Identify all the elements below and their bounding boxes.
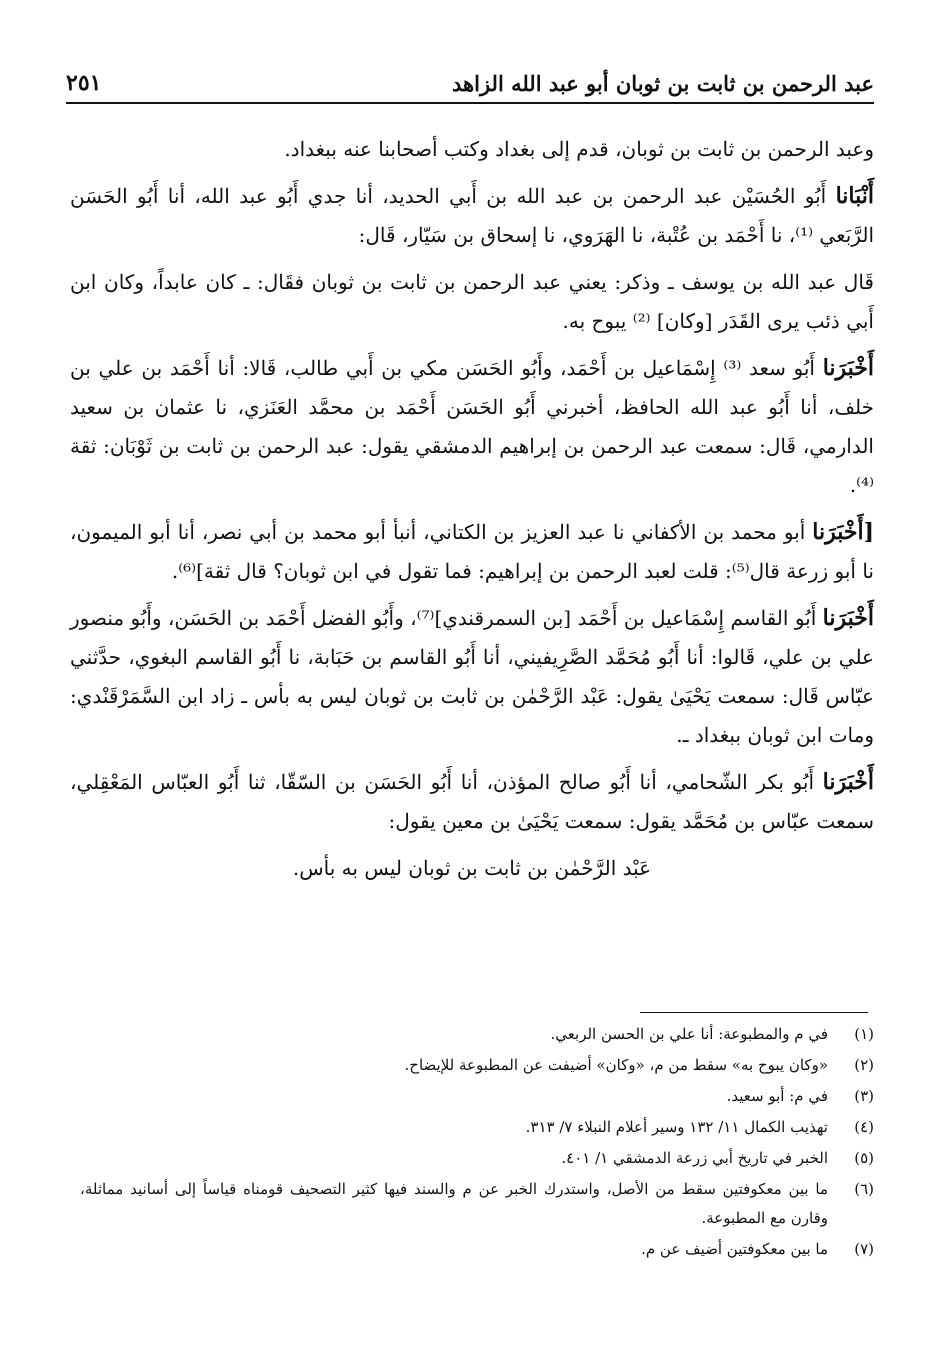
footnote-text: في م والمطبوعة: أنا علي بن الحسن الربعي. (550, 1025, 828, 1043)
paragraph-6 (70, 599, 874, 755)
paragraph-2-lead: أَنْبَانا (835, 183, 874, 209)
footnote-number: (٦) (854, 1180, 874, 1198)
main-text (70, 130, 874, 896)
paragraph-2 (70, 177, 874, 255)
footnote-number: (٢) (854, 1056, 874, 1074)
footnote-text: «وكان يبوح به» سقط من م، «وكان» أضيفت عن المطبوعة للإيضاح. (404, 1056, 828, 1074)
running-title: عبد الرحمن بن ثابت بن ثوبان أبو عبد الله الزاهد (452, 71, 874, 96)
paragraph-7-lead: أَخْبَرَنا (822, 769, 874, 795)
paragraph-5 (70, 513, 874, 591)
paragraph-6-lead: أَخْبَرَنا (822, 605, 874, 631)
footnote-7 (80, 1235, 874, 1264)
footnote-3 (80, 1082, 874, 1111)
footnote-text: في م: أبو سعيد. (726, 1087, 828, 1105)
footnote-number: (٥) (854, 1149, 874, 1167)
paragraph-3-text: قَال عبد الله بن يوسف ـ وذكر: يعني عبد الرحمن بن ثابت بن ثوبان فقَال: ـ كان عابداً، وكان ابن أَبي ذئب يرى القَدَر [وكان] ⁽²⁾ يبوح به. (70, 270, 874, 333)
paragraph-1-text: وعبد الرحمن بن ثابت بن ثوبان، قدم إلى بغداد وكتب أصحابنا عنه ببغداد. (284, 137, 874, 161)
footnote-text: ما بين معكوفتين سقط من الأصل، واستدرك الخبر عن م والسند فيها كثير التصحيف قومناه قياساً إلى أسانيد مماثلة، وقارن مع المطبوعة. (80, 1180, 828, 1227)
footnote-2 (80, 1051, 874, 1080)
footnote-1 (80, 1020, 874, 1049)
paragraph-3 (70, 263, 874, 341)
footnote-text: الخبر في تاريخ أبي زرعة الدمشقي ١/ ٤٠١. (561, 1149, 828, 1167)
footnote-text: ما بين معكوفتين أضيف عن م. (641, 1240, 828, 1258)
paragraph-4 (70, 349, 874, 505)
footnote-5 (80, 1144, 874, 1173)
paragraph-4-text: أَبُو سعد ⁽³⁾ إِسْمَاعيل بن أَحْمَد، وأَبُو الحَسَن مكي بن أَبي طالب، قَالا: أنا أَحْمَد بن علي بن خلف، أنا أَبُو عبد الله الحافظ، أخبرني أَبُو الحَسَن أَحْمَد بن محمَّد العَنَزي، نا عثمان بن سعيد الدارمي، قَال: سمعت عبد الرحمن بن إبراهيم الدمشقي يقول: عبد الرحمن بن ثابت بن ثَوْبَان: ثقة ⁽⁴⁾. (70, 356, 874, 497)
footnote-separator (640, 1012, 868, 1013)
footnote-4 (80, 1113, 874, 1142)
footnote-number: (٧) (854, 1240, 874, 1258)
footnote-text: تهذيب الكمال ١١/ ١٣٢ وسير أعلام النبلاء ٧/ ٣١٣. (525, 1118, 828, 1136)
footnote-number: (٣) (854, 1087, 874, 1105)
paragraph-7-text: أَبُو بكر الشّحامي، أنا أَبُو صالح المؤذن، أنا أَبُو الحَسَن بن السّقّا، ثنا أَبُو العبّاس المَعْقِلي، سمعت عبّاس بن مُحَمَّد يقول: سمعت يَحْيَىٰ بن معين يقول: (70, 770, 874, 833)
footnotes (80, 1020, 874, 1266)
paragraph-5-lead: [أَخْبَرَنا (812, 519, 874, 545)
paragraph-6-text: أَبُو القاسم إِسْمَاعيل بن أَحْمَد [بن السمرقندي]⁽⁷⁾، وأَبُو الفضل أَحْمَد بن الحَسَن، وأَبُو منصور علي بن علي، قَالوا: أنا أَبُو مُحَمَّد الصَّرِيفيني، أنا أَبُو القاسم بن حَبَابة، نا أَبُو القاسم البغوي، حدَّثني عبّاس قَال: سمعت يَحْيَىٰ يقول: عَبْد الرَّحْمٰن بن ثابت بن ثوبان ليس به بأس ـ زاد ابن السَّمَرْقَنْدي: ومات ابن ثوبان ببغداد ـ. (70, 606, 874, 747)
paragraph-2-text: أَبُو الحُسَيْن عبد الرحمن بن عبد الله بن أَبي الحديد، أنا جدي أَبُو عبد الله، أنا أَبُو الحَسَن الرَّبَعي ⁽¹⁾، نا أَحْمَد بن عُتْبة، نا الهَرَوي، نا إسحاق بن سَيّار، قَال: (70, 184, 874, 247)
footnote-6 (80, 1175, 874, 1233)
paragraph-4-lead: أَخْبَرَنا (822, 355, 875, 381)
footnote-number: (١) (854, 1025, 874, 1043)
footnote-number: (٤) (854, 1118, 874, 1136)
paragraph-5-text: أبو محمد بن الأكفاني نا عبد العزيز بن الكتاني، أنبأ أبو محمد بن أبي نصر، أنا أبو الميمون، نا أبو زرعة قال⁽⁵⁾: قلت لعبد الرحمن بن إبراهيم: فما تقول في ابن ثوبان؟ قال ثقة]⁽⁶⁾. (70, 520, 874, 583)
paragraph-1 (70, 130, 874, 169)
closing-line: عَبْد الرَّحْمٰن بن ثابت بن ثوبان ليس به بأس. (292, 856, 652, 880)
page-number: ٢٥١ (66, 70, 102, 96)
paragraph-7 (70, 763, 874, 841)
running-header (66, 62, 874, 104)
